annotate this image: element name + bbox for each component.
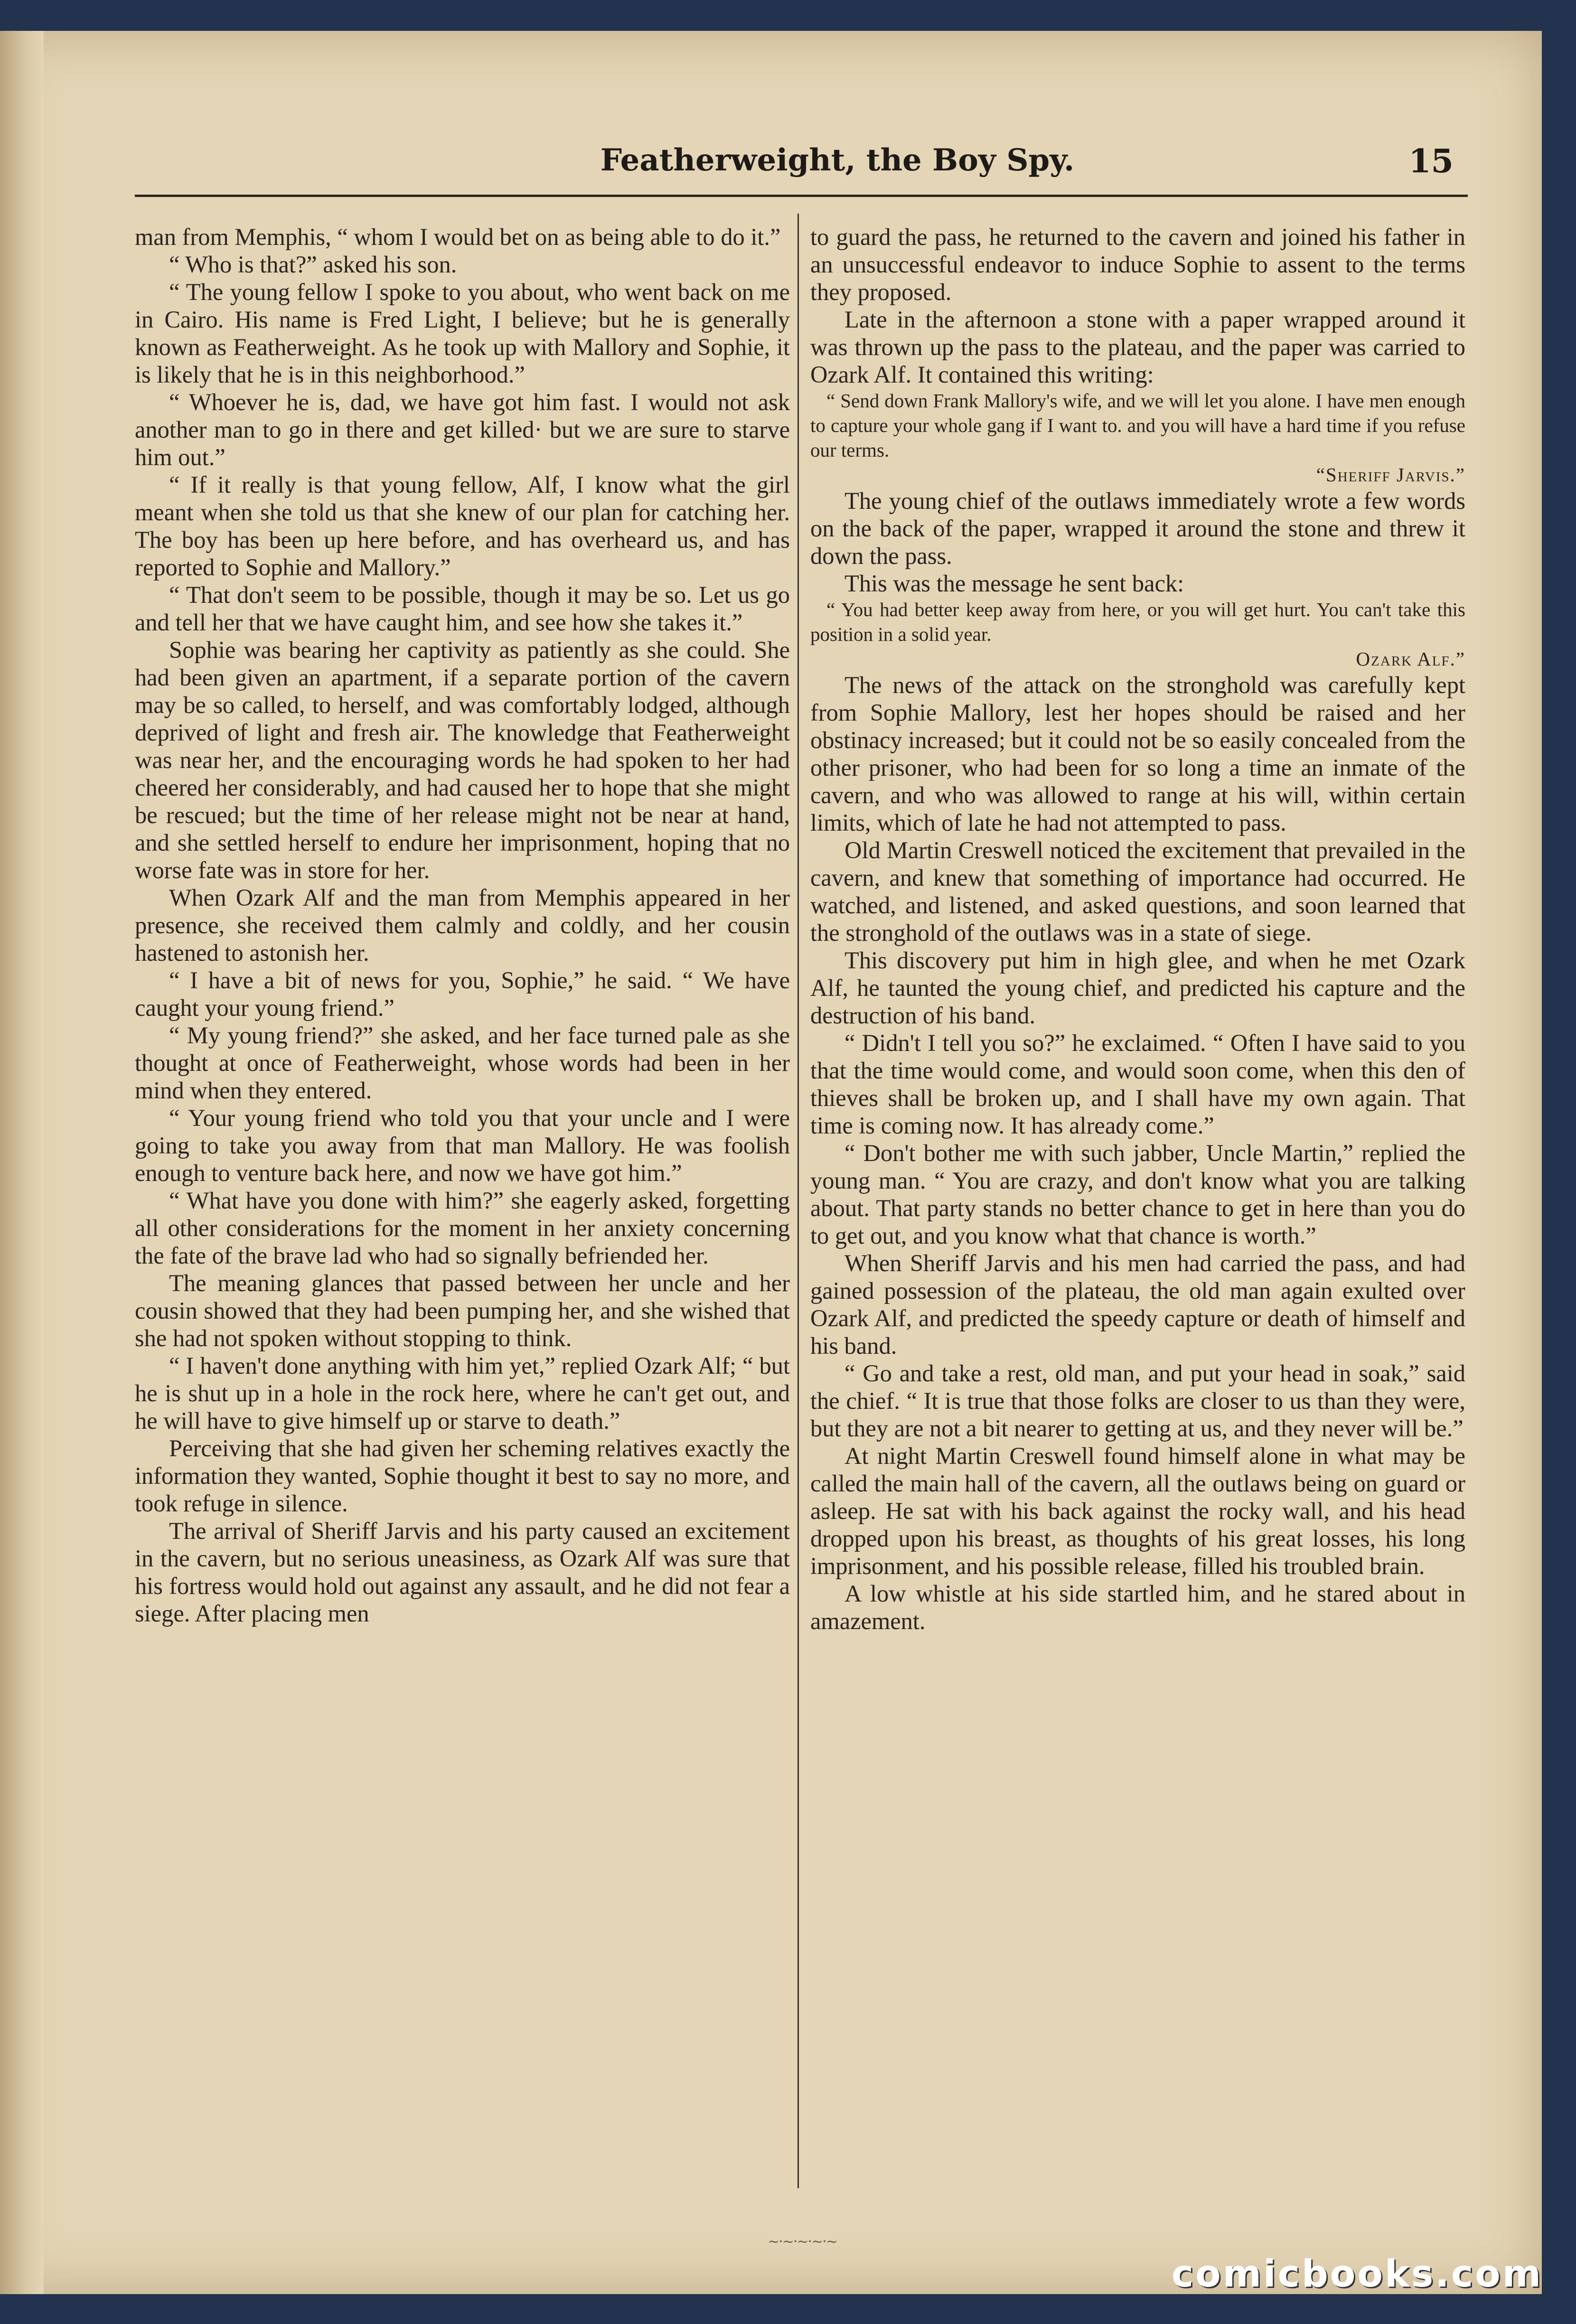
paragraph: “ The young fellow I spoke to you about, who went back on me in Cairo. His name is Fred Light, I believe; but he is generally known as Featherweight. As he took up with Mallory and Sophie, it is likely that he is in this neighborhood.” — [135, 279, 790, 388]
ornament-flourish: ~·~·~·~·~ — [768, 2233, 837, 2250]
paragraph: to guard the pass, he returned to the cavern and joined his father in an unsuccessful endeavor to induce Sophie to assent to the terms they proposed. — [810, 224, 1465, 305]
paragraph: This was the message he sent back: — [844, 570, 1184, 597]
right-text-column — [810, 223, 1465, 1635]
paragraph: “Sheriff Jarvis.” — [1316, 464, 1465, 486]
paragraph: “ I have a bit of news for you, Sophie,” he said. “ We have caught your young friend.” — [135, 967, 790, 1021]
paragraph: Old Martin Creswell noticed the excitement that prevailed in the cavern, and knew that something of importance had occurred. He watched, and listened, and asked questions, and soon learned that the stronghold of the outlaws was in a state of siege. — [810, 837, 1465, 946]
paragraph: At night Martin Creswell found himself alone in what may be called the main hall of the cavern, all the outlaws being on guard or asleep. He sat with his back against the rocky wall, and his head dropped upon his breast, as thoughts of his great losses, his long imprisonment, and his possible release, filled his troubled brain. — [810, 1443, 1465, 1579]
paragraph: Late in the afternoon a stone with a paper wrapped around it was thrown up the pass to the plateau, and the paper was carried to Ozark Alf. It contained this writing: — [810, 306, 1465, 388]
paragraph: “ I haven't done anything with him yet,” replied Ozark Alf; “ but he is shut up in a hole in the rock here, where he can't get out, and he will have to give himself up or starve to death.” — [135, 1352, 790, 1434]
watermark-logo: comicbooks.com — [1171, 2253, 1543, 2296]
paragraph: man from Memphis, “ whom I would bet on as being able to do it.” — [135, 224, 781, 250]
paragraph: When Ozark Alf and the man from Memphis appeared in her presence, she received them calmly and coldly, and her cousin hastened to astonish her. — [135, 884, 790, 966]
running-title: Featherweight, the Boy Spy. — [600, 142, 1075, 178]
paragraph: “ Whoever he is, dad, we have got him fast. I would not ask another man to go in there and get killed· but we are sure to starve him out.” — [135, 389, 790, 470]
paragraph: The young chief of the outlaws immediately wrote a few words on the back of the paper, wrapped it around the stone and threw it down the pass. — [810, 487, 1465, 569]
paragraph: “ Go and take a rest, old man, and put your head in soak,” said the chief. “ It is true that those folks are closer to us than they were, but they are not a bit nearer to getting at us, and they never will be.” — [810, 1360, 1465, 1442]
paragraph: The meaning glances that passed between her uncle and her cousin showed that they had been pumping her, and she wished that she had not spoken without stopping to think. — [135, 1270, 790, 1351]
paragraph: A low whistle at his side startled him, and he stared about in amazement. — [810, 1580, 1465, 1634]
paragraph: “ My young friend?” she asked, and her face turned pale as she thought at once of Featherweight, whose words had been in her mind when they entered. — [135, 1022, 790, 1104]
paragraph: Perceiving that she had given her scheming relatives exactly the information they wanted, Sophie thought it best to say no more, and took refuge in silence. — [135, 1435, 790, 1517]
paragraph: The arrival of Sheriff Jarvis and his party caused an excitement in the cavern, but no serious uneasiness, as Ozark Alf was sure that his fortress would hold out against any assault, and he did not fear a siege. After placing men — [135, 1518, 790, 1627]
left-text-column — [135, 223, 790, 1627]
paragraph: “ If it really is that young fellow, Alf, I know what the girl meant when she told us that she knew of our plan for catching her. The boy has been up here before, and has overheard us, and has reported to Sophie and Mallory.” — [135, 471, 790, 581]
column-divider — [797, 214, 799, 2188]
paragraph: “ Your young friend who told you that your uncle and I were going to take you away from that man Mallory. He was foolish enough to venture back here, and now we have got him.” — [135, 1105, 790, 1186]
paragraph: “ That don't seem to be possible, though it may be so. Let us go and tell her that we have caught him, and see how she takes it.” — [135, 581, 790, 636]
paragraph: The news of the attack on the stronghold was carefully kept from Sophie Mallory, lest her hopes should be raised and her obstinacy increased; but it could not be so easily concealed from the other prisoner, who had been for so long a time an inmate of the cavern, and who was allowed to range at his will, within certain limits, which of late he had not attempted to pass. — [810, 672, 1465, 836]
paragraph: “ You had better keep away from here, or you will get hurt. You can't take this position in a solid year. — [810, 599, 1465, 645]
page-number: 15 — [1408, 142, 1454, 180]
paragraph: “ Didn't I tell you so?” he exclaimed. “ Often I have said to you that the time would come, and would soon come, when this den of thieves shall be broken up, and I shall have my own again. That time is coming now. It has already come.” — [810, 1030, 1465, 1139]
paragraph: “ What have you done with him?” she eagerly asked, forgetting all other considerations for the moment in her anxiety concerning the fate of the brave lad who had so signally befriended her. — [135, 1187, 790, 1269]
paragraph: “ Send down Frank Mallory's wife, and we will let you alone. I have men enough to capture your whole gang if I want to. and you will have a hard time if you refuse our terms. — [810, 390, 1465, 461]
page-spine-shadow — [0, 31, 44, 2294]
page-header — [135, 142, 1468, 197]
paragraph: Ozark Alf.” — [1356, 648, 1465, 670]
paragraph: “ Don't bother me with such jabber, Uncle Martin,” replied the young man. “ You are crazy, and don't know what you are talking about. That party stands no better chance to get in here than you do to get out, and you know what that chance is worth.” — [810, 1140, 1465, 1249]
paragraph: Sophie was bearing her captivity as patiently as she could. She had been given an apartment, if a separate portion of the cavern may be so called, to herself, and was comfortably lodged, although deprived of light and fresh air. The knowledge that Featherweight was near her, and the encouraging words he had spoken to her had cheered her considerably, and had caused her to hope that she might be rescued; but the time of her release might not be near at hand, and she settled herself to endure her imprisonment, hoping that no worse fate was in store for her. — [135, 637, 790, 883]
paragraph: This discovery put him in high glee, and when he met Ozark Alf, he taunted the young chief, and predicted his capture and the destruction of his band. — [810, 947, 1465, 1029]
paragraph: When Sheriff Jarvis and his men had carried the pass, and had gained possession of the plateau, the old man again exulted over Ozark Alf, and predicted the speedy capture or death of himself and his band. — [810, 1250, 1465, 1359]
paragraph: “ Who is that?” asked his son. — [169, 251, 457, 278]
